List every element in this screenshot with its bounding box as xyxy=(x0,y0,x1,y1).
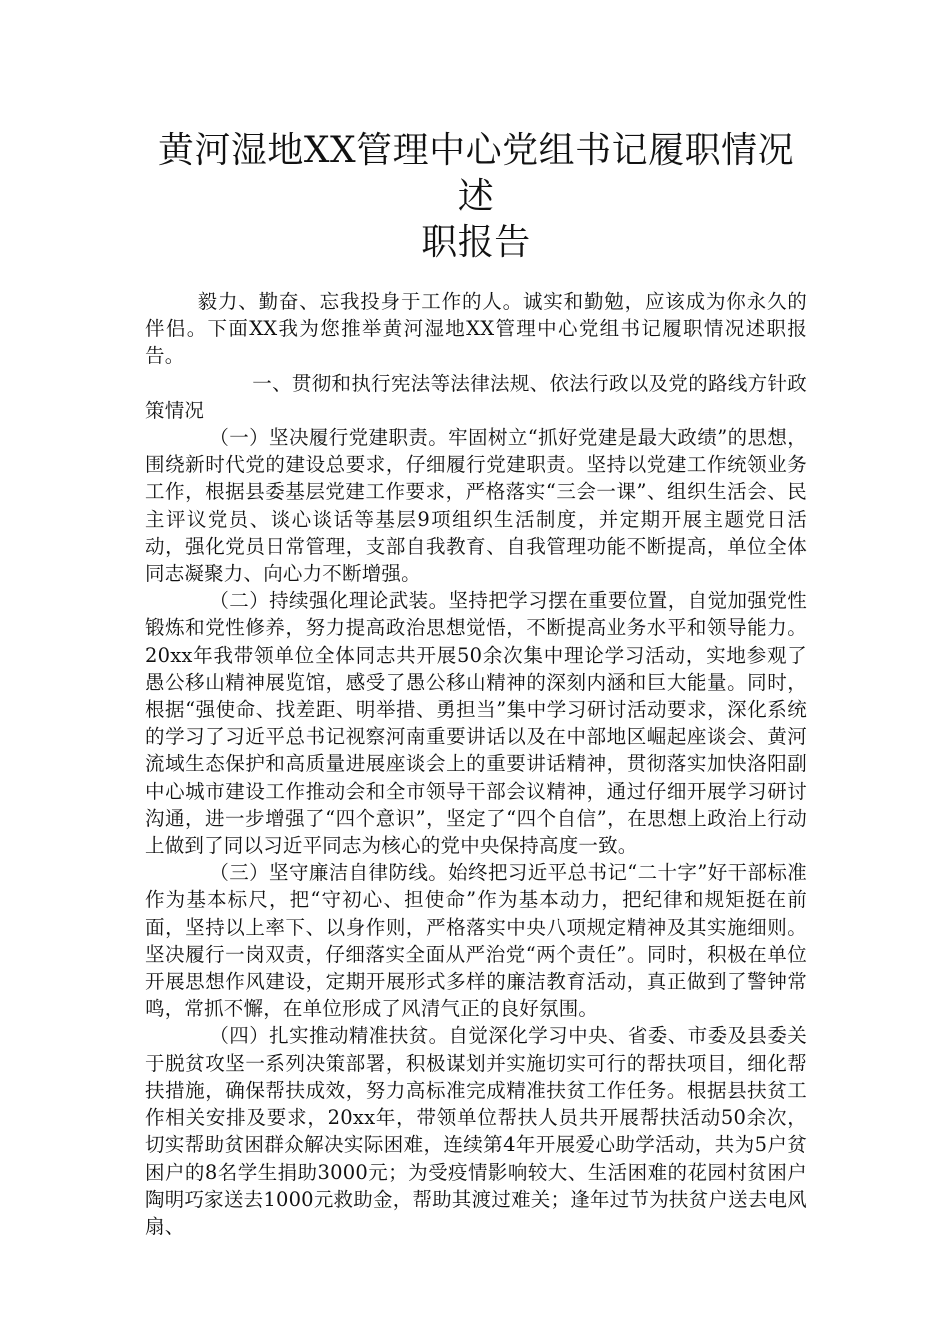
subsection-1-paragraph: （一）坚决履行党建职责。牢固树立“抓好党建是最大政绩”的思想，围绕新时代党的建设总要求，仔细履行党建职责。坚持以党建工作统领业务工作，根据县委基层党建工作要求，严格落实“三会一课”、组织生活会、民主评议党员、谈心谈话等基层9项组织生活制度，并定期开展主题党日活动，强化党员日常管理，支部自我教育、自我管理功能不断提高，单位全体同志凝聚力、向心力不断增强。 xyxy=(145,426,807,586)
subsection-3-paragraph: （三）坚守廉洁自律防线。始终把习近平总书记“二十字”好干部标准作为基本标尺，把“守初心、担使命”作为基本动力，把纪律和规矩挺在前面，坚持以上率下、以身作则，严格落实中央八项规定精神及其实施细则。坚决履行一岗双责，仔细落实全面从严治党“两个责任”。同时，积极在单位开展思想作风建设，定期开展形式多样的廉洁教育活动，真正做到了警钟常鸣，常抓不懈，在单位形成了风清气正的良好氛围。 xyxy=(145,861,807,1021)
subsection-4-paragraph: （四）扎实推动精准扶贫。自觉深化学习中央、省委、市委及县委关于脱贫攻坚一系列决策部署，积极谋划并实施切实可行的帮扶项目，细化帮扶措施，确保帮扶成效，努力高标准完成精准扶贫工作任务。根据县扶贫工作相关安排及要求，20xx年，带领单位帮扶人员共开展帮扶活动50余次，切实帮助贫困群众解决实际困难，连续第4年开展爱心助学活动，共为5户贫困户的8名学生捐助3000元；为受疫情影响较大、生活困难的花园村贫困户陶明巧家送去1000元救助金，帮助其渡过难关；逢年过节为扶贫户送去电风扇、 xyxy=(145,1024,807,1238)
title-line-1: 黄河湿地XX管理中心党组书记履职情况述 xyxy=(157,130,795,217)
document-title xyxy=(145,128,807,266)
intro-paragraph: 毅力、勤奋、忘我投身于工作的人。诚实和勤勉，应该成为你永久的伴侣。下面XX我为您推举黄河湿地XX管理中心党组书记履职情况述职报告。 xyxy=(145,290,807,368)
subsection-2-paragraph: （二）持续强化理论武装。坚持把学习摆在重要位置，自觉加强党性锻炼和党性修养，努力提高政治思想觉悟，不断提高业务水平和领导能力。20xx年我带领单位全体同志共开展50余次集中理论学习活动，实地参观了愚公移山精神展览馆，感受了愚公移山精神的深刻内涵和巨大能量。同时，根据“强使命、找差距、明举措、勇担当”集中学习研讨活动要求，深化系统的学习了习近平总书记视察河南重要讲话以及在中部地区崛起座谈会、黄河流域生态保护和高质量进展座谈会上的重要讲话精神，贯彻落实加快洛阳副中心城市建设工作推动会和全市领导干部会议精神，通过仔细开展学习研讨沟通，进一步增强了“四个意识”，坚定了“四个自信”，在思想上政治上行动上做到了同以习近平同志为核心的党中央保持高度一致。 xyxy=(145,589,807,858)
section-heading-1: 一、贯彻和执行宪法等法律法规、依法行政以及党的路线方针政策情况 xyxy=(145,371,807,422)
title-line-2: 职报告 xyxy=(421,222,531,263)
document-page xyxy=(145,128,807,1240)
